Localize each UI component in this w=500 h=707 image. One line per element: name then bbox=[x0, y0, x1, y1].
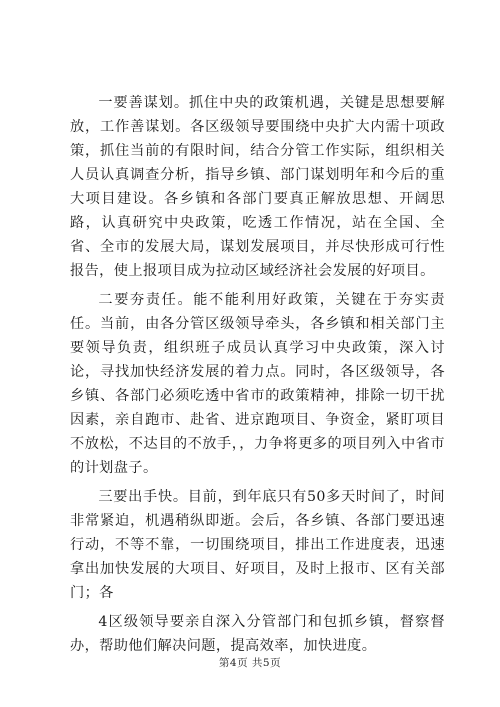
paragraph-quick-action: 三要出手快。目前，到年底只有50多天时间了，时间非常紧迫，机遇稍纵即逝。会后，各乡镇、各部门要迅速行动，不等不靠，一切围绕项目，排出工作进度表，迅速拿出加快发展的大项目、好项目，及时上报市、区有关部门；各 bbox=[70, 489, 445, 601]
page-number-footer: 第4页 共5页 bbox=[218, 657, 282, 669]
paragraph-responsibility: 二要夯责任。能不能利用好政策，关键在于夯实责任。当前，由各分管区级领导牵头，各乡镇和相关部门主要领导负责，组织班子成员认真学习中央政策，深入讨论，寻找加快经济发展的着力点。同时，各区级领导，各乡镇、各部门必须吃透中省市的政策精神，排除一切干扰因素，亲自跑市、赴省、进京跑项目、争资金，紧盯项目不放松，不达目的不放手，，力争将更多的项目列入中省市的计划盘子。 bbox=[70, 292, 445, 476]
document-body bbox=[70, 91, 445, 663]
paragraph-leaders: 4区级领导要亲自深入分管部门和包抓乡镇，督察督办，帮助他们解决问题，提高效率，加快进度。 bbox=[70, 614, 445, 654]
paragraph-planning: 一要善谋划。抓住中央的政策机遇，关键是思想要解放，工作善谋划。各区级领导要围绕中央扩大内需十项政策，抓住当前的有限时间，结合分管工作实际，组织相关人员认真调查分析，指导乡镇、部门谋划明年和今后的重大项目建设。各乡镇和各部门要真正解放思想、开阔思路，认真研究中央政策，吃透工作情况，站在全国、全省、全市的发展大局，谋划发展项目，并尽快形成可行性报告，使上报项目成为拉动区域经济社会发展的好项目。 bbox=[70, 95, 445, 279]
